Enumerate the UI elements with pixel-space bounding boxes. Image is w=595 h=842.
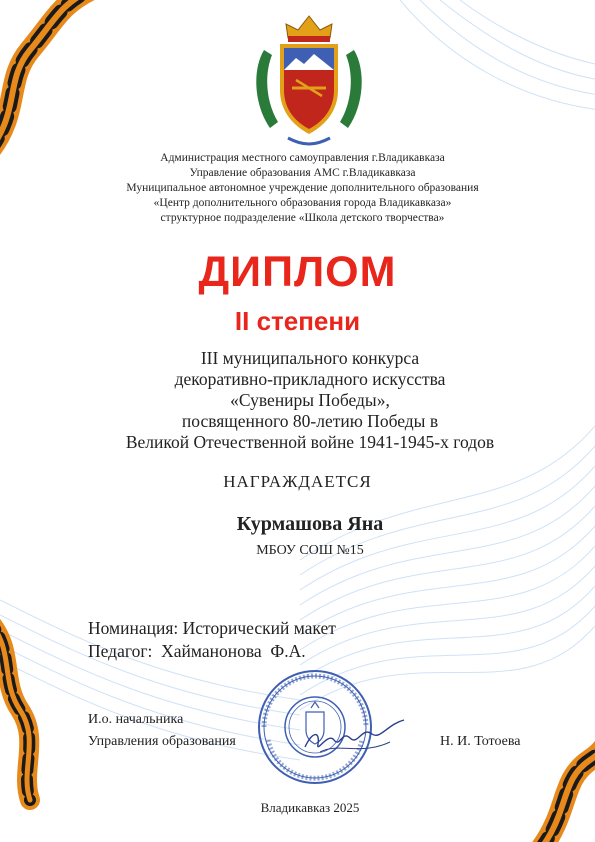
awarded-heading: НАГРАЖДАЕТСЯ — [223, 472, 372, 491]
recipient-name: Курмашова Яна — [236, 513, 384, 535]
contest-line-4: посвященного 80-летию Победы в — [181, 411, 439, 431]
org-line-2: Управление образования АМС г.Владикавказа — [189, 167, 416, 179]
teacher-line: Педагог: Хайманонова Ф.А. — [88, 641, 306, 661]
org-line-1: Администрация местного самоуправления г.Владикавказа — [160, 152, 445, 164]
contest-line-2: декоративно-прикладного искусства — [174, 369, 446, 389]
vladikavkaz-coat-of-arms-icon — [248, 10, 370, 150]
nomination-line: Номинация: Исторический макет — [88, 618, 336, 638]
contest-line-1: III муниципального конкурса — [200, 348, 420, 368]
org-line-4: «Центр дополнительного образования города Владикавказа» — [153, 197, 452, 209]
contest-line-5: Великой Отечественной войне 1941-1945-х годов — [125, 432, 495, 452]
org-line-5: структурное подразделение «Школа детского творчества» — [160, 212, 445, 224]
signer-position-line-1: И.о. начальника — [88, 712, 184, 727]
contest-line-3: «Сувениры Победы», — [230, 390, 390, 410]
recipient-school: МБОУ СОШ №15 — [256, 543, 364, 558]
footer-city-year: Владикавказ 2025 — [260, 800, 360, 815]
org-line-3: Муниципальное автономное учреждение дополнительного образования — [126, 182, 479, 194]
handwritten-signature-icon — [300, 712, 410, 762]
signer-position-line-2: Управления образования — [88, 734, 236, 749]
diploma-title: ДИПЛОМ — [198, 248, 397, 296]
signer-name: Н. И. Тотоева — [440, 734, 521, 749]
diploma-degree: II степени — [234, 306, 361, 336]
